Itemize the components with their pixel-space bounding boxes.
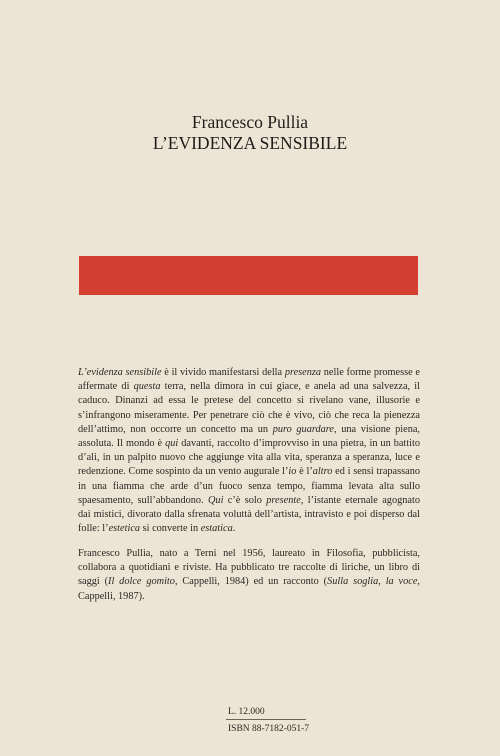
red-band [79,256,418,295]
price-label: L. 12.000 [228,707,265,717]
bio-text: , Cappelli, 1984) ed un racconto ( [174,576,328,588]
blurb-text: estetica [108,523,141,535]
author-bio [78,547,420,604]
blurb-text: c’è solo [223,494,267,506]
blurb-text: , l’istante eternale agognato dai mistici, divorato dalla sfrenata voluttà dell’artista, intravisto e poi disperso dal folle: l’ [78,494,420,535]
blurb-text: , una visione piena, assoluta. Il mondo è [78,423,420,450]
blurb-text: io [288,466,297,478]
blurb-text: presente [266,494,301,506]
blurb-text: presenza [284,367,322,378]
isbn-label: ISBN 88-7182-051-7 [228,724,310,734]
divider [226,719,306,720]
blurb-text: . [232,523,236,535]
blurb-text: ed i sensi trapassano in una fiamma che arde d’un fuoco senza tempo, fiamma levata alta sullo spaesamento, sull’abbandono. [78,466,420,506]
blurb-text: Qui [207,494,224,506]
blurb-text: altro [312,466,333,478]
blurb-text: è l’ [296,466,313,478]
blurb-text: qui [165,438,179,450]
blurb-text: terra, nella dimora in cui giace, e anela ad una salvezza, il caduco. Dinanzi ad essa le pretese del concetto si rivelano vane, illusorie e s’infrangono miseramente. Per penetrare ciò che è vivo, ciò che reca la pienezza dell’attimo, non occorre un concetto ma un [78,381,420,435]
blurb-text: nelle forme promesse e affermate di [78,367,421,393]
blurb-paragraph [78,366,420,536]
blurb-text: davanti, raccolto d’improvviso in una pietra, in un battito d’ali, in un palpito nuovo che aggiunge vita alla vita, speranza a speranza, luce e redenzione. Come sospinto da un vento augurale l’ [78,438,421,478]
bio-text: Francesco Pullia, nato a Terni nel 1956, laureato in Filosofia, pubblicista, collabora a quotidiani e riviste. Ha pubblicato tre raccolte di liriche, un libro di saggi ( [78,548,420,588]
blurb-text: estatica [200,523,233,535]
author-name: Francesco Pullia [191,112,309,132]
blurb-text: è il vivido manifestarsi della [161,367,285,378]
blurb-text: L’evidenza sensibile [78,367,162,378]
book-title: L’EVIDENZA SENSIBILE [152,133,348,153]
blurb-text: puro guardare [272,423,334,435]
blurb-text: si converte in [140,523,201,535]
bio-text: , Cappelli, 1987). [78,576,420,602]
bio-text: Il dolce gomito [108,576,175,588]
bio-text: Sulla soglia, la voce [327,576,418,588]
blurb-text: questa [133,381,161,393]
